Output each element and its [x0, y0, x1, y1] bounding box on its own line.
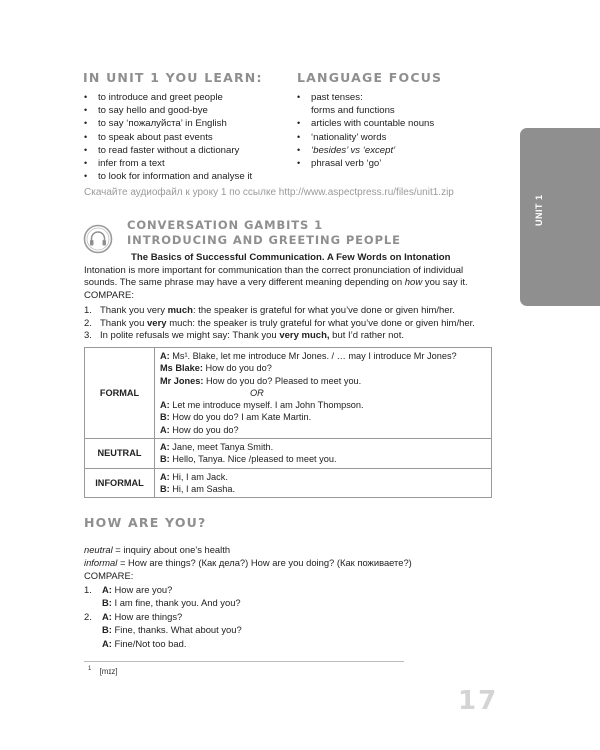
focus-item	[297, 157, 434, 170]
speaker: B:	[102, 624, 112, 636]
gambits-title: CONVERSATION GAMBITS 1	[127, 218, 324, 232]
informal-definition	[84, 557, 412, 570]
dialogue-body	[102, 597, 241, 610]
speaker: A:	[160, 351, 170, 361]
utterance: Jane, meet Tanya Smith.	[169, 442, 274, 453]
dialogue-number: 2.	[84, 610, 92, 622]
speaker: B:	[160, 412, 170, 423]
point-text-emphasis: much	[167, 305, 193, 316]
point-text	[100, 330, 404, 343]
speaker: A:	[160, 424, 170, 435]
learn-item: • to say ‘пожалуйста’ in English	[84, 117, 252, 130]
utterance: Hi, I am Sasha.	[169, 483, 236, 494]
informal-dialogue	[155, 468, 492, 498]
gambits-subtitle: INTRODUCING AND GREETING PEOPLE	[127, 233, 401, 247]
utterance: Let me introduce myself. I am John Thompson.	[169, 400, 364, 411]
dialogue-body	[102, 638, 186, 651]
focus-item	[297, 117, 434, 130]
point-text	[100, 318, 475, 331]
dialogue-line	[160, 399, 486, 411]
or-separator: OR	[250, 387, 264, 398]
speaker: B:	[160, 483, 170, 494]
learn-item: • to introduce and greet people	[84, 91, 252, 104]
dialogue-body	[102, 584, 172, 597]
focus-item	[297, 144, 434, 157]
learn-item: • to speak about past events	[84, 131, 252, 144]
focus-item-text: ‘besides’ vs ‘except’	[311, 144, 396, 156]
learn-list	[84, 91, 252, 183]
dialogue-line	[160, 453, 486, 465]
learn-item: • infer from a text	[84, 157, 252, 170]
point-text-c: much: the speaker is truly grateful for what you’ve done or given him/her.	[166, 317, 475, 329]
unit-side-tab	[520, 128, 600, 306]
intro-line-1: Intonation is more important for communication than the correct pronunciation of individual	[84, 265, 464, 276]
utterance: How are you?	[111, 584, 173, 595]
dialogue-line	[160, 483, 486, 495]
intro-line-2	[84, 277, 468, 290]
speaker: Mr Jones:	[160, 375, 204, 386]
compare-label: COMPARE:	[84, 290, 134, 301]
informal-row	[85, 468, 492, 498]
formal-dialogue	[155, 348, 492, 439]
section-subtitle: The Basics of Successful Communication. A Few Words on Intonation	[131, 252, 451, 263]
point-text	[100, 305, 455, 318]
utterance: Fine, thanks. What about you?	[111, 624, 242, 636]
speaker: A:	[102, 637, 112, 649]
neutral-definition	[84, 544, 230, 557]
dialogue-line	[160, 424, 486, 436]
point-number: 1.	[84, 305, 92, 316]
footnote-divider	[84, 661, 404, 662]
focus-list	[297, 91, 434, 170]
utterance: How do you do?	[202, 363, 272, 374]
learn-heading: IN UNIT 1 YOU LEARN:	[83, 70, 263, 85]
focus-item-text: past tenses:	[311, 92, 363, 103]
focus-item	[297, 91, 434, 104]
dialogue-line	[160, 471, 486, 483]
focus-item-text: forms and functions	[311, 105, 395, 117]
point-text-emphasis: very	[147, 317, 167, 329]
focus-item	[297, 131, 434, 144]
point-number: 2.	[84, 317, 92, 329]
informal-term: informal	[84, 557, 118, 568]
intro-line-2-a: sounds. The same phrase may have a very different meaning depending on	[84, 277, 405, 288]
informal-label: INFORMAL	[85, 468, 155, 498]
speaker: A:	[160, 471, 170, 482]
point-text-c: but I’d rather not.	[329, 330, 404, 342]
informal-def-text: = How are things? (Как дела?) How are you doing? (Как поживаете?)	[117, 557, 412, 568]
point-text-a: Thank you very	[100, 305, 168, 316]
conversation-table	[84, 347, 492, 498]
neutral-term: neutral	[84, 544, 113, 555]
dialogue-line	[160, 387, 486, 399]
dialogue-number: 1.	[84, 584, 92, 595]
page-number: 17	[458, 686, 499, 716]
speaker: Ms Blake:	[160, 363, 203, 374]
neutral-dialogue	[155, 439, 492, 469]
focus-item	[297, 104, 434, 117]
speaker: A:	[102, 584, 112, 595]
neutral-def-text: = inquiry about one’s health	[112, 544, 231, 555]
point-text-a: Thank you	[100, 317, 147, 329]
focus-item-text: articles with countable nouns	[311, 118, 435, 130]
dialogue-body	[102, 624, 242, 637]
focus-item-text: ‘nationality’ words	[311, 131, 387, 143]
utterance: How are things?	[111, 610, 183, 622]
learn-item: • to read faster without a dictionary	[84, 144, 252, 157]
dialogue-body	[102, 611, 182, 624]
footnote-text: [mɪz]	[99, 666, 118, 676]
learn-item: • to say hello and good-bye	[84, 104, 252, 117]
point-number: 3.	[84, 330, 92, 342]
utterance: Ms¹. Blake, let me introduce Mr Jones. / … may I introduce Mr Jones?	[169, 351, 457, 361]
point-text-c: : the speaker is grateful for what you’ve done or given him/her.	[192, 305, 455, 316]
utterance: How do you do?	[169, 424, 239, 435]
dialogue-line	[160, 441, 486, 453]
audio-download-link[interactable]: Скачайте аудиофайл к уроку 1 по ссылке http://www.aspectpress.ru/files/unit1.zip	[84, 187, 454, 198]
speaker: B:	[160, 454, 170, 465]
dialogue-line	[160, 375, 486, 387]
speaker: B:	[102, 597, 112, 609]
utterance: Hi, I am Jack.	[169, 471, 228, 482]
speaker: A:	[102, 610, 112, 622]
unit-side-tab-label: UNIT 1	[534, 194, 544, 226]
speaker: A:	[160, 400, 170, 411]
point-text-a: In polite refusals we might say: Thank you	[100, 330, 280, 342]
intro-line-2-b: how	[404, 277, 423, 288]
footnote-mark: 1	[88, 666, 92, 672]
utterance: How do you do? I am Kate Martin.	[169, 412, 312, 423]
learn-item: • to look for information and analyse it	[84, 170, 252, 183]
focus-item-text: phrasal verb ‘go’	[311, 158, 382, 170]
how-are-you-heading: HOW ARE YOU?	[84, 515, 207, 530]
utterance: I am fine, thank you. And you?	[111, 597, 241, 609]
utterance: Fine/Not too bad.	[111, 637, 187, 649]
dialogue-line	[160, 350, 486, 362]
formal-row	[85, 348, 492, 439]
focus-heading: LANGUAGE FOCUS	[297, 70, 443, 85]
point-text-emphasis: very much,	[279, 330, 330, 342]
utterance: How do you do? Pleased to meet you.	[203, 375, 362, 386]
headphones-icon	[83, 224, 113, 254]
how-compare-label: COMPARE:	[84, 570, 134, 581]
speaker: A:	[160, 442, 170, 453]
neutral-label: NEUTRAL	[85, 439, 155, 469]
utterance: Hello, Tanya. Nice /pleased to meet you.	[169, 454, 337, 465]
intro-line-2-c: you say it.	[422, 277, 468, 288]
formal-label: FORMAL	[85, 348, 155, 439]
footnote	[88, 666, 118, 676]
neutral-row	[85, 439, 492, 469]
dialogue-line	[160, 362, 486, 374]
dialogue-line	[160, 411, 486, 423]
